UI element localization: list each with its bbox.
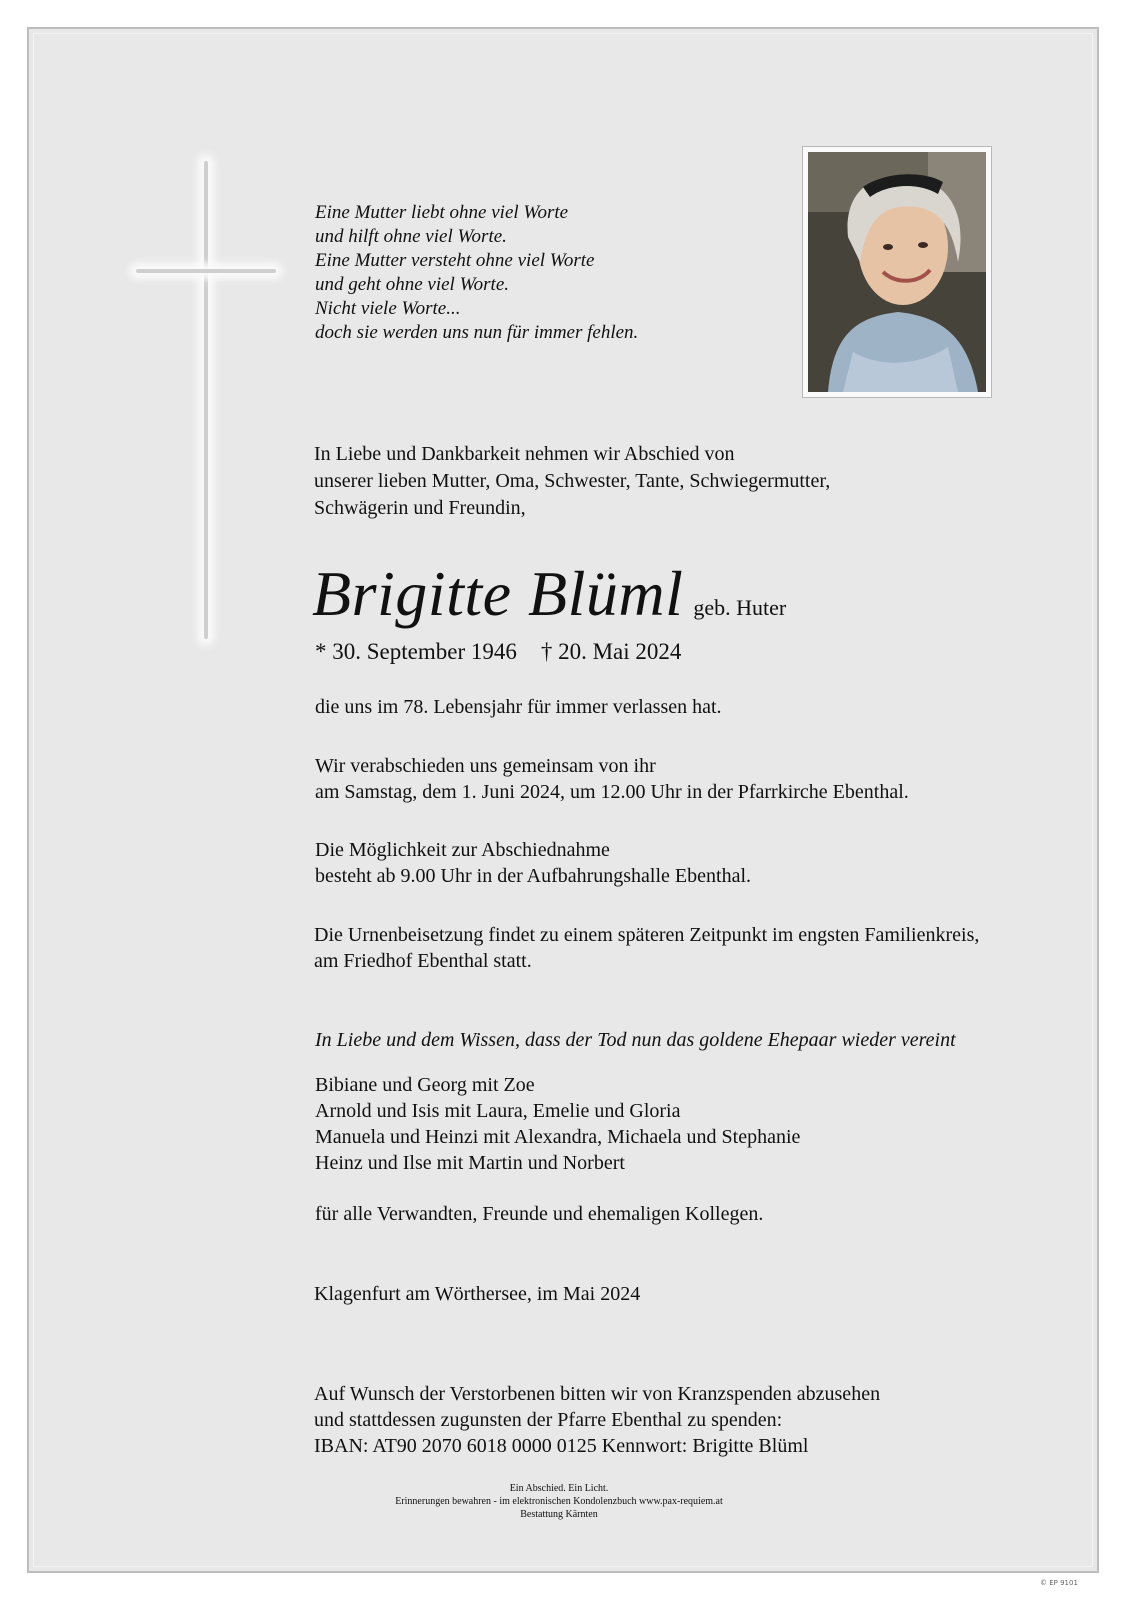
poem-line: und hilft ohne viel Worte. — [315, 226, 507, 247]
poem-line: Eine Mutter liebt ohne viel Worte — [315, 202, 569, 223]
cross-icon-crossbar — [136, 269, 276, 273]
deceased-name: Brigitte Blüml — [312, 558, 684, 629]
intro-line: unserer lieben Mutter, Oma, Schwester, Tante, Schwiegermutter, — [314, 470, 831, 492]
intro-line: Schwägerin und Freundin, — [314, 497, 526, 519]
footer-line: Erinnerungen bewahren - im elektronischen Kondolenzbuch www.pax-requiem.at — [395, 1496, 723, 1507]
donation-line: IBAN: AT90 2070 6018 0000 0125 Kennwort: Brigitte Blüml — [314, 1435, 809, 1457]
family-list — [315, 1072, 800, 1176]
viewing-text — [315, 837, 751, 889]
life-dates — [315, 639, 705, 665]
place-date — [314, 1281, 640, 1307]
donation-line: Auf Wunsch der Verstorbenen bitten wir von Kranzspenden abzusehen — [314, 1383, 881, 1405]
lebensjahr-line: die uns im 78. Lebensjahr für immer verlassen hat. — [315, 696, 722, 718]
urn-line: Die Urnenbeisetzung findet zu einem späteren Zeitpunkt im engsten Familienkreis, — [314, 924, 980, 946]
farewell-line: am Samstag, dem 1. Juni 2024, um 12.00 Uhr in der Pfarrkirche Ebenthal. — [315, 781, 909, 803]
deceased-name-row — [312, 557, 786, 631]
viewing-line: besteht ab 9.00 Uhr in der Aufbahrungshalle Ebenthal. — [315, 865, 751, 887]
maiden-name: geb. Huter — [693, 595, 787, 620]
death-date: † 20. Mai 2024 — [540, 639, 682, 664]
footer-line: Bestattung Kärnten — [520, 1509, 598, 1520]
intro-text — [314, 441, 830, 522]
family-line: Manuela und Heinzi mit Alexandra, Michaela und Stephanie — [315, 1126, 801, 1148]
birth-date: * 30. September 1946 — [315, 639, 517, 664]
poem-line: Eine Mutter versteht ohne viel Worte — [315, 250, 595, 271]
dedication-line: In Liebe und dem Wissen, dass der Tod nun das goldene Ehepaar wieder vereint — [315, 1029, 956, 1051]
family-line: Arnold und Isis mit Laura, Emelie und Gloria — [315, 1100, 681, 1122]
poem-line: Nicht viele Worte... — [315, 298, 461, 319]
intro-line: In Liebe und Dankbarkeit nehmen wir Abschied von — [314, 443, 735, 465]
print-mark: © EP 9101 — [1040, 1579, 1078, 1587]
poem-line: doch sie werden uns nun für immer fehlen. — [315, 322, 639, 343]
farewell-line: Wir verabschieden uns gemeinsam von ihr — [315, 755, 656, 777]
lebensjahr-text — [315, 694, 722, 720]
place-date-line: Klagenfurt am Wörthersee, im Mai 2024 — [314, 1283, 641, 1305]
cross-icon — [204, 161, 208, 639]
family-line: Heinz und Ilse mit Martin und Norbert — [315, 1152, 625, 1174]
poem — [315, 201, 755, 345]
donation-text — [314, 1381, 880, 1459]
donation-line: und stattdessen zugunsten der Pfarre Ebenthal zu spenden: — [314, 1409, 783, 1431]
portrait-frame — [802, 146, 992, 398]
relatives-line: für alle Verwandten, Freunde und ehemaligen Kollegen. — [315, 1203, 764, 1225]
farewell-text — [315, 753, 909, 805]
viewing-line: Die Möglichkeit zur Abschiednahme — [315, 839, 610, 861]
poem-line: und geht ohne viel Worte. — [315, 274, 510, 295]
urn-line: am Friedhof Ebenthal statt. — [314, 950, 532, 972]
footer-line: Ein Abschied. Ein Licht. — [509, 1483, 609, 1494]
portrait-image — [808, 152, 986, 392]
family-line: Bibiane und Georg mit Zoe — [315, 1074, 535, 1096]
dedication-text — [315, 1027, 956, 1053]
footer — [359, 1482, 759, 1521]
urn-text — [314, 922, 979, 974]
relatives-text — [315, 1201, 763, 1227]
portrait-photo — [808, 152, 986, 392]
obituary-card — [27, 27, 1099, 1573]
